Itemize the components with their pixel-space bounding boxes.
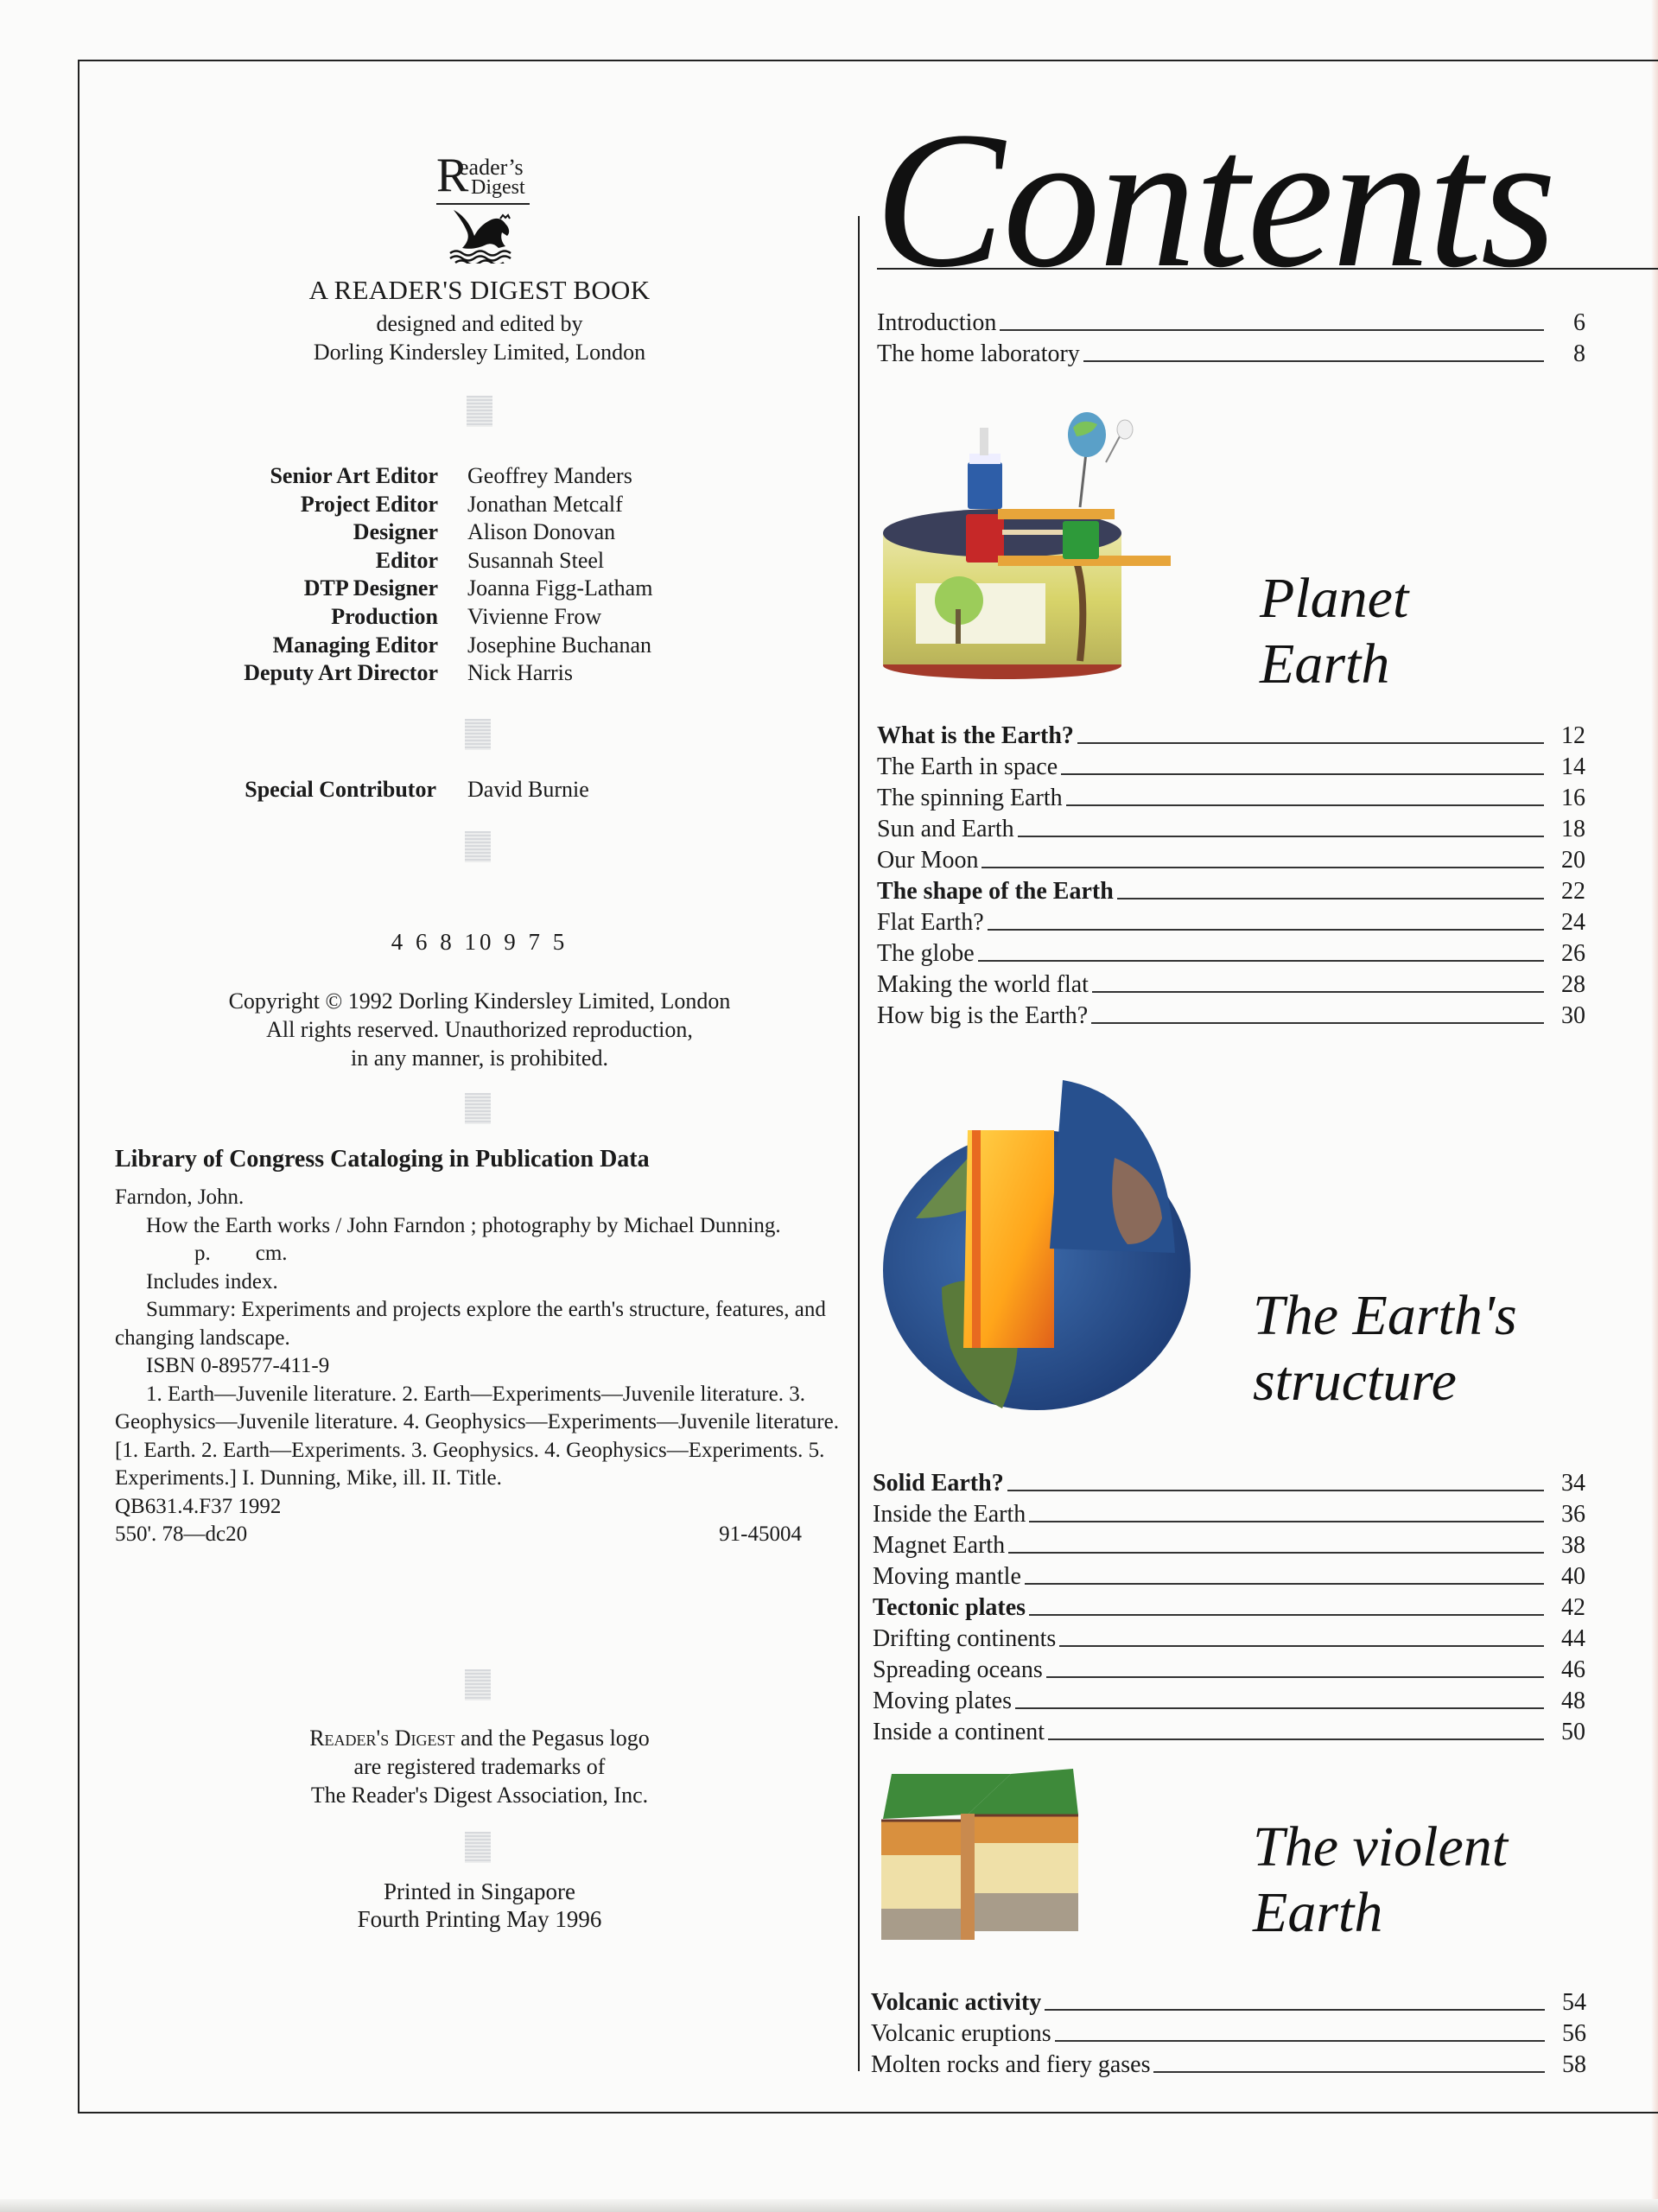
toc-leader-line (1025, 1583, 1544, 1585)
credit-row (79, 575, 880, 603)
toc-leader-line (1092, 991, 1544, 993)
section-title-earths-structure (1253, 1283, 1517, 1414)
trademark-line: are registered trademarks of (353, 1754, 606, 1779)
toc-leader-line (1000, 329, 1544, 331)
toc-entry[interactable] (873, 1655, 1585, 1686)
orrery-model-illustration (873, 402, 1210, 687)
toc-entry[interactable] (871, 2050, 1586, 2081)
toc-entry-label: Solid Earth? (873, 1470, 1004, 1497)
section-title-line: Earth (1260, 632, 1390, 696)
section-title-line: Planet (1260, 567, 1409, 630)
toc-entry-label: Spreading oceans (873, 1656, 1043, 1683)
toc-entry-label: Flat Earth? (877, 909, 984, 936)
toc-entry-label: The home laboratory (877, 340, 1080, 367)
section-title-line: The violent (1253, 1815, 1509, 1878)
credit-name: Josephine Buchanan (467, 632, 652, 658)
section-title-violent-earth (1253, 1815, 1508, 1946)
printing-number-line: 4 6 8 10 9 7 5 (391, 929, 569, 955)
credit-role: Designer (353, 519, 438, 545)
subtitle-line: designed and edited by (376, 311, 583, 336)
toc-page-number: 22 (1561, 878, 1585, 905)
trademark-brand: Reader's Digest (309, 1726, 455, 1751)
toc-page-number: 44 (1561, 1625, 1585, 1652)
credit-row (79, 491, 880, 519)
toc-entry-label: What is the Earth? (877, 722, 1074, 749)
toc-entry-label: Inside the Earth (873, 1501, 1026, 1528)
credit-role: Editor (375, 547, 438, 573)
toc-leader-line (1059, 1645, 1544, 1647)
logo-wordmark-initial: R (436, 149, 469, 202)
toc-entry[interactable] (877, 845, 1585, 876)
toc-entry[interactable] (873, 1624, 1585, 1655)
separator-ornament (465, 1669, 491, 1700)
credit-name: Geoffrey Manders (467, 463, 632, 488)
credit-row (79, 462, 880, 491)
cip-data-block (115, 1146, 841, 1549)
toc-page-number: 12 (1561, 722, 1585, 749)
toc-page-number: 42 (1561, 1594, 1585, 1621)
credit-role: Managing Editor (272, 632, 438, 658)
toc-entry[interactable] (877, 876, 1585, 907)
page-edge-tint (1651, 0, 1658, 2212)
toc-entry-label: Drifting continents (873, 1625, 1057, 1652)
separator-ornament (465, 1832, 491, 1863)
cip-dewey: 550'. 78—dc20 (115, 1522, 248, 1546)
section-title-line: Earth (1253, 1881, 1383, 1944)
credit-row (79, 659, 880, 688)
credit-role: DTP Designer (303, 575, 438, 601)
cip-author: Farndon, John. (115, 1185, 245, 1209)
separator-ornament (467, 396, 492, 427)
copyright-line: All rights reserved. Unauthorized reproduction, (266, 1017, 693, 1042)
toc-entry[interactable] (877, 1001, 1585, 1032)
toc-entry[interactable] (877, 308, 1585, 339)
copyright-notice (79, 987, 880, 1072)
logo-wordmark-line1: eader’s (459, 155, 524, 180)
book-subtitle (79, 309, 880, 366)
toc-entry[interactable] (873, 1468, 1585, 1499)
toc-entry[interactable] (877, 938, 1585, 969)
toc-entry[interactable] (877, 814, 1585, 845)
toc-intro-group (877, 308, 1585, 370)
credit-name: Alison Donovan (467, 519, 616, 545)
credit-name: Joanna Figg-Latham (467, 575, 653, 601)
toc-entry-label: Volcanic activity (871, 1989, 1042, 2016)
credit-name: Susannah Steel (467, 547, 605, 573)
cip-call-number: QB631.4.F37 1992 (115, 1494, 282, 1518)
toc-leader-line (1083, 360, 1544, 362)
toc-page-number: 40 (1561, 1563, 1585, 1590)
cip-pagination-p: p. (194, 1242, 211, 1265)
section-title-line: The Earth's (1253, 1284, 1517, 1347)
separator-ornament (465, 831, 491, 862)
toc-entry-label: How big is the Earth? (877, 1002, 1089, 1029)
toc-entry[interactable] (873, 1561, 1585, 1592)
toc-page-number: 58 (1562, 2051, 1586, 2078)
toc-page-number: 14 (1561, 753, 1585, 780)
credit-row (79, 518, 880, 547)
cip-note: Includes index. (146, 1269, 278, 1294)
printing-edition: Fourth Printing May 1996 (357, 1906, 602, 1932)
toc-leader-line (1066, 804, 1544, 806)
cip-title-statement: How the Earth works / John Farndon ; photography by Michael Dunning. (146, 1213, 781, 1237)
page-bottom-shadow (0, 2199, 1658, 2212)
credit-role: Special Contributor (245, 777, 436, 802)
cip-title: Library of Congress Cataloging in Publication Data (115, 1146, 650, 1173)
toc-entry-label: Magnet Earth (873, 1532, 1006, 1559)
toc-leader-line (1048, 1738, 1544, 1740)
toc-leader-line (1007, 1490, 1544, 1491)
toc-page-number: 6 (1573, 309, 1585, 336)
logo-wordmark-line2: Digest (471, 176, 525, 199)
credit-name: Nick Harris (467, 660, 574, 686)
toc-entry[interactable] (877, 783, 1585, 814)
toc-page-number: 46 (1561, 1656, 1585, 1683)
toc-leader-line (1117, 898, 1544, 899)
toc-entry[interactable] (873, 1686, 1585, 1717)
trademark-notice (79, 1724, 880, 1809)
toc-page-number: 48 (1561, 1688, 1585, 1714)
earth-cutaway-globe-illustration (873, 1063, 1253, 1426)
copyright-line: in any manner, is prohibited. (351, 1046, 608, 1071)
copyright-line: Copyright © 1992 Dorling Kindersley Limited, London (228, 988, 731, 1014)
toc-entry[interactable] (877, 721, 1585, 752)
readers-digest-logo (436, 151, 531, 262)
credits-list (79, 462, 880, 688)
frame-bottom-rule (78, 2112, 1658, 2113)
cip-pagination-cm: cm. (255, 1242, 288, 1265)
toc-leader-line (1029, 1521, 1544, 1522)
toc-leader-line (1008, 1552, 1544, 1554)
toc-leader-line (1045, 2009, 1545, 2011)
separator-ornament (465, 1093, 491, 1124)
credit-row (79, 776, 880, 804)
toc-entry[interactable] (873, 1717, 1585, 1748)
credit-role: Senior Art Editor (270, 463, 438, 488)
toc-entry-label: Volcanic eruptions (871, 2020, 1051, 2047)
toc-entry-label: The shape of the Earth (877, 878, 1114, 905)
toc-leader-line (978, 960, 1544, 962)
cip-lccn: 91-45004 (719, 1522, 802, 1546)
toc-entry-label: Tectonic plates (873, 1594, 1026, 1621)
toc-leader-line (1046, 1676, 1544, 1678)
toc-page-number: 54 (1562, 1989, 1586, 2016)
toc-entry[interactable] (873, 1530, 1585, 1561)
credit-row (79, 547, 880, 575)
credit-role: Project Editor (300, 491, 438, 517)
fault-block-strata-illustration (873, 1767, 1080, 1940)
credit-role: Deputy Art Director (244, 660, 438, 686)
section-title-line: structure (1253, 1350, 1457, 1413)
printing-info (79, 1878, 880, 1933)
trademark-line (79, 1724, 880, 1752)
cip-pagination (115, 1240, 841, 1268)
trademark-line: The Reader's Digest Association, Inc. (310, 1783, 649, 1808)
toc-page-number: 26 (1561, 940, 1585, 967)
special-contributor (79, 776, 880, 804)
cip-subjects: 1. Earth—Juvenile literature. 2. Earth—Experiments—Juvenile literature. 3. Geophysics—Juvenile literature. 4. Geophysics—Experiments—Juvenile literature. [1. Earth. 2. Earth—Experiments. 3. Geophysics. 4. Geophysics—Experiments. 5. Experiments.] I. Dunning, Mike, ill. II. Title. (115, 1382, 839, 1490)
logo-rule (436, 203, 530, 205)
toc-leader-line (1091, 1022, 1544, 1024)
toc-entry[interactable] (871, 1987, 1586, 2018)
toc-page-number: 38 (1561, 1532, 1585, 1559)
toc-entry[interactable] (873, 1592, 1585, 1624)
toc-page-number: 50 (1561, 1719, 1585, 1745)
toc-entry-label: Introduction (877, 309, 997, 336)
toc-entry-label: Making the world flat (877, 971, 1089, 998)
toc-leader-line (988, 929, 1544, 931)
toc-entry[interactable] (877, 907, 1585, 938)
toc-page-number: 18 (1561, 816, 1585, 842)
toc-entry[interactable] (871, 2018, 1586, 2050)
trademark-line1-rest: and the Pegasus logo (454, 1726, 650, 1751)
toc-leader-line (1061, 773, 1544, 775)
toc-leader-line (1015, 1707, 1544, 1709)
section-title-planet-earth (1260, 566, 1408, 697)
contents-heading-rule (877, 268, 1658, 270)
toc-entry-label: Moving mantle (873, 1563, 1021, 1590)
toc-entry[interactable] (877, 339, 1585, 370)
contents-heading: Contents (874, 92, 1555, 308)
toc-entry-label: Molten rocks and fiery gases (871, 2051, 1151, 2078)
toc-page-number: 30 (1561, 1002, 1585, 1029)
toc-leader-line (981, 867, 1544, 868)
column-divider-rule (858, 216, 860, 2071)
toc-leader-line (1029, 1614, 1544, 1616)
toc-entry-label: Sun and Earth (877, 816, 1014, 842)
toc-section-planet-earth (877, 721, 1585, 1032)
toc-entry-label: Inside a continent (873, 1719, 1045, 1745)
toc-entry[interactable] (873, 1499, 1585, 1530)
toc-entry[interactable] (877, 752, 1585, 783)
toc-entry-label: The globe (877, 940, 975, 967)
credit-row (79, 603, 880, 632)
pegasus-logo-icon (448, 207, 521, 264)
toc-section-earths-structure (873, 1468, 1585, 1748)
toc-leader-line (1077, 742, 1544, 744)
toc-leader-line (1018, 836, 1544, 837)
cip-classification-row (115, 1521, 841, 1549)
toc-page-number: 56 (1562, 2020, 1586, 2047)
toc-page-number: 34 (1561, 1470, 1585, 1497)
toc-page-number: 8 (1573, 340, 1585, 367)
credit-role: Production (331, 603, 438, 629)
toc-leader-line (1055, 2040, 1545, 2042)
toc-entry-label: Moving plates (873, 1688, 1012, 1714)
book-title: A READER'S DIGEST BOOK (308, 275, 651, 305)
toc-page-number: 20 (1561, 847, 1585, 874)
frame-top-rule (78, 60, 1658, 61)
toc-entry-label: Our Moon (877, 847, 979, 874)
credit-row (79, 632, 880, 660)
toc-leader-line (1153, 2071, 1545, 2073)
toc-entry[interactable] (877, 969, 1585, 1001)
cip-isbn: ISBN 0-89577-411-9 (146, 1354, 330, 1377)
toc-page-number: 28 (1561, 971, 1585, 998)
credit-name: Jonathan Metcalf (467, 491, 623, 517)
toc-entry-label: The Earth in space (877, 753, 1058, 780)
toc-entry-label: The spinning Earth (877, 785, 1063, 811)
toc-page-number: 36 (1561, 1501, 1585, 1528)
toc-page-number: 16 (1561, 785, 1585, 811)
toc-section-violent-earth (871, 1987, 1586, 2081)
printed-location: Printed in Singapore (384, 1878, 575, 1904)
cip-summary: Summary: Experiments and projects explore the earth's structure, features, and changing landscape. (115, 1298, 826, 1350)
credit-name: David Burnie (467, 777, 589, 802)
toc-page-number: 24 (1561, 909, 1585, 936)
credit-name: Vivienne Frow (467, 603, 602, 629)
separator-ornament (465, 719, 491, 750)
subtitle-line: Dorling Kindersley Limited, London (313, 340, 646, 365)
